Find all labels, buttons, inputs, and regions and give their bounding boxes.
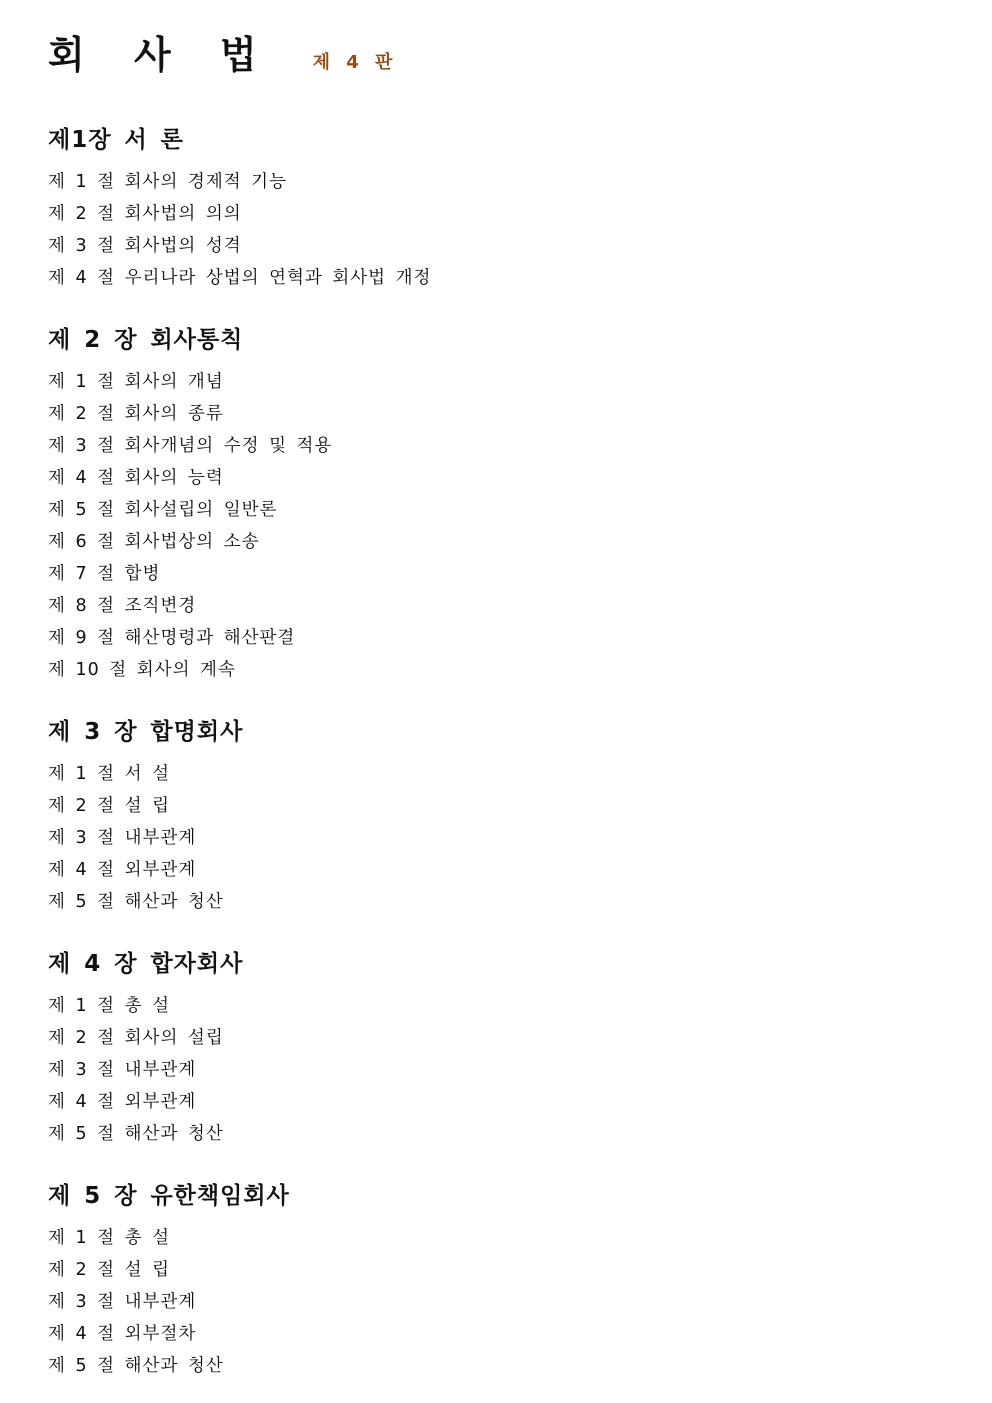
section-item: 제 3 절 내부관계 bbox=[48, 1292, 197, 1312]
section-item: 제 4 절 외부관계 bbox=[48, 860, 197, 880]
section-item: 제 5 절 회사설립의 일반론 bbox=[48, 500, 278, 520]
section-item: 제 2 절 회사법의 의의 bbox=[48, 204, 242, 224]
chapter-title: 제 2 장 회사통칙 bbox=[48, 327, 244, 353]
chapter-block bbox=[48, 124, 944, 294]
section-item: 제 5 절 해산과 청산 bbox=[48, 1124, 224, 1144]
section-item: 제 4 절 외부관계 bbox=[48, 1092, 197, 1112]
section-item: 제 1 절 총 설 bbox=[48, 1228, 171, 1248]
section-item: 제 8 절 조직변경 bbox=[48, 596, 197, 616]
chapter-list bbox=[48, 124, 944, 1382]
header bbox=[48, 24, 944, 94]
section-item: 제 4 절 회사의 능력 bbox=[48, 468, 224, 488]
section-item: 제 10 절 회사의 계속 bbox=[48, 660, 236, 680]
chapter-title: 제1장 서 론 bbox=[48, 127, 184, 153]
section-item: 제 3 절 내부관계 bbox=[48, 828, 197, 848]
chapter-title: 제 3 장 합명회사 bbox=[48, 719, 244, 745]
section-item: 제 1 절 서 설 bbox=[48, 764, 171, 784]
section-item: 제 2 절 회사의 종류 bbox=[48, 404, 224, 424]
chapter-block bbox=[48, 716, 944, 918]
section-item: 제 5 절 해산과 청산 bbox=[48, 892, 224, 912]
section-item: 제 2 절 회사의 설립 bbox=[48, 1028, 224, 1048]
section-item: 제 1 절 회사의 개념 bbox=[48, 372, 224, 392]
book-title: 회 사 법 bbox=[48, 33, 275, 77]
chapter-title: 제 5 장 유한책임회사 bbox=[48, 1183, 290, 1209]
chapter-title: 제 4 장 합자회사 bbox=[48, 951, 244, 977]
section-item: 제 1 절 회사의 경제적 기능 bbox=[48, 172, 287, 192]
section-item: 제 3 절 내부관계 bbox=[48, 1060, 197, 1080]
section-item: 제 3 절 회사법의 성격 bbox=[48, 236, 242, 256]
section-item: 제 2 절 설 립 bbox=[48, 796, 171, 816]
section-item: 제 6 절 회사법상의 소송 bbox=[48, 532, 260, 552]
chapter-block bbox=[48, 1180, 944, 1382]
section-item: 제 3 절 회사개념의 수정 및 적용 bbox=[48, 436, 333, 456]
chapter-block bbox=[48, 948, 944, 1150]
chapter-block bbox=[48, 324, 944, 686]
section-item: 제 5 절 해산과 청산 bbox=[48, 1356, 224, 1376]
section-item: 제 9 절 해산명령과 해산판결 bbox=[48, 628, 296, 648]
edition-label: 제 4 판 bbox=[312, 52, 398, 73]
section-item: 제 4 절 우리나라 상법의 연혁과 회사법 개정 bbox=[48, 268, 432, 288]
section-item: 제 7 절 합병 bbox=[48, 564, 161, 584]
section-item: 제 4 절 외부절차 bbox=[48, 1324, 197, 1344]
section-item: 제 2 절 설 립 bbox=[48, 1260, 171, 1280]
section-item: 제 1 절 총 설 bbox=[48, 996, 171, 1016]
